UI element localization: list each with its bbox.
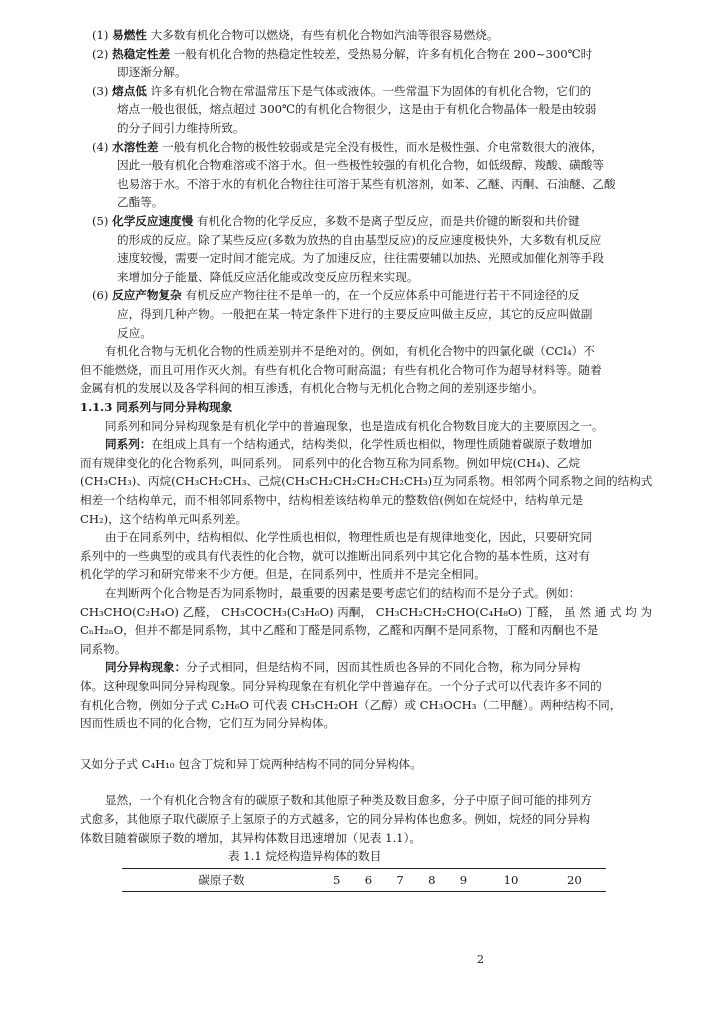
text-span: 因而性质也不同的化合物，它们互为同分异构体。 [80,716,336,731]
text-span: 的形成的反应。除了某些反应(多数为放热的自由基型反应)的反应速度极快外，大多数有机反应 [117,232,602,247]
term-label: 1.1.3 同系列与同分异构现象 [80,400,233,414]
text-span: (5) [92,214,113,228]
text-span: 分子式相同，但是结构不同，因而其性质也各异的不同化合物，称为同分异构 [186,660,581,675]
text-span: (4) [92,139,113,154]
paragraph-line [80,829,724,847]
text-span: 但不能燃烧，而且可用作灭火剂。有些有机化合物可耐高温；有些有机化合物可作为超导材料等。随着 [80,362,602,377]
text-span: 应，得到几种产物。一般把在某一特定条件下进行的主要反应叫做主反应，其它的反应叫做副 [117,307,593,321]
text-span: 乙酯等。 [117,195,164,210]
paragraph-line [105,584,724,602]
text-span: (2) [92,46,113,61]
paragraph-line [105,791,724,809]
table-cell: 9 [448,868,480,891]
list-item [92,286,724,304]
paragraph-line [80,755,724,773]
term-label: 熔点低 [112,83,147,98]
list-item-continuation [117,324,724,342]
paragraph-line [80,472,724,490]
list-item-continuation [117,156,724,174]
list-item [92,138,724,156]
text-span: CH₃CHO(C₂H₄O) 乙醛， CH₃COCH₃(C₃H₆O) 丙酮， CH₃CH₂CH₂CHO(C₄H₈O) 丁醛， 虽 然 通 式 均 为 [80,604,653,619]
text-span: (6) [92,288,113,303]
text-span: 有机化合物与无机化合物的性质差别并不是绝对的。例如，有机化合物中的四氯化碳（CCl₄）不 [105,344,595,359]
list-item-continuation [117,63,724,81]
text-span: 速度较慢，需要一定时间才能完成。为了加速反应，往往需要辅以加热、光照或加催化剂等手段 [117,251,604,266]
paragraph-line [105,658,724,676]
isomer-count-table [122,868,606,892]
paragraph-line [80,621,724,639]
list-item-continuation [117,231,724,249]
paragraph-line [105,528,724,546]
text-span: 许多有机化合物在常温常压下是气体或液体。一些常温下为固体的有机化合物，它们的 [146,83,592,98]
text-span: 机化学的学习和研究带来不少方便。但是，在同系列中，性质并不是完全相同。 [80,567,486,582]
text-span: 有机反应产物往往不是单一的，在一个反应体系中可能进行若干不同途径的反 [181,288,580,303]
paragraph-line [80,810,724,828]
table-cell: 6 [353,868,385,891]
text-span: 表 1.1 烷烃构造异构体的数目 [228,849,382,864]
table-cell: 10 [479,868,542,891]
paragraph-line [80,603,724,621]
term-label: 易燃性 [112,28,147,42]
list-item-continuation [117,100,724,118]
list-item-continuation [117,175,724,193]
text-span: 又如分子式 C₄H₁₀ 包含丁烷和异丁烷两种结构不同的同分异构体。 [80,756,422,771]
paragraph-line [80,640,724,658]
table-cell: 8 [416,868,448,891]
list-item-continuation [117,249,724,267]
text-span: 式愈多，其他原子取代碳原子上氢原子的方式越多，它的同分异构体也愈多。例如，烷烃的同分异构 [80,812,591,826]
paragraph-line [105,417,724,435]
text-span: 熔点一般也很低，熔点超过 300℃的有机化合物很少，这是由于有机化合物晶体一般是由较弱 [117,102,597,117]
text-span: 反应。 [117,325,152,340]
paragraph-line [80,696,724,714]
text-span: 在组成上具有一个结构通式，结构类似，化学性质也相似，物理性质随着碳原子数增加 [151,437,592,452]
text-span: 来增加分子能量、降低反应活化能或改变反应历程来实现。 [117,269,419,284]
page-number: 2 [477,953,484,966]
text-span: CₙH₂ₙO，但并不都是同系物，其中乙醛和丁醛是同系物，乙醛和丙酮不是同系物，丁醛和丙酮也不是 [80,623,599,638]
text-span: 在判断两个化合物是否为同系物时，最重要的因素是要考虑它们的结构而不是分子式。例如： [105,586,581,600]
paragraph-line [80,510,724,528]
term-label: 同系列： [105,437,152,452]
text-span: 显然，一个有机化合物含有的碳原子数和其他原子种类及数目愈多，分子中原子间可能的排列方 [105,793,592,808]
text-span: 相差一个结构单元，而不相邻同系物中，结构相差该结构单元的整数倍(例如在烷烃中，结构单元是 [80,493,584,507]
paragraph-line [80,454,724,472]
text-span: 金属有机的发展以及各学科间的相互渗透，有机化合物与无机化合物之间的差别逐步缩小。 [80,381,544,396]
paragraph-line [80,361,724,379]
text-span: 有机化合物的化学反应，多数不是离子型反应，而是共价键的断裂和共价键 [193,214,580,228]
table-cell: 20 [543,868,606,891]
table-cell: 7 [384,868,416,891]
text-span: 由于在同系列中，结构相似、化学性质也相似，物理性质也是有规律地变化，因此，只要研究同 [105,530,592,545]
text-span: 体。这种现象叫同分异构现象。同分异构现象在有机化学中普遍存在。一个分子式可以代表许多不同的 [80,679,602,693]
list-item [92,212,724,230]
paragraph-line [105,435,724,453]
list-item-continuation [117,305,724,323]
paragraph-line [80,547,724,565]
list-item-continuation [117,268,724,286]
list-item [92,26,724,44]
text-span: 的分子间引力维持所致。 [117,121,245,135]
paragraph-line [80,565,724,583]
term-label: 水溶性差 [112,139,159,154]
text-span: 一般有机化合物的极性较弱或是完全没有极性，而水是极性强、介电常数很大的液体， [158,139,603,154]
text-span: (3) [92,83,113,98]
text-span: (1) [92,28,113,42]
term-label: 热稳定性差 [112,46,171,61]
text-span: 大多数有机化合物可以燃烧，有些有机化合物如汽油等很容易燃烧。 [146,28,499,42]
paragraph-line [80,677,724,695]
table-caption [228,847,724,865]
term-label: 化学反应速度慢 [112,214,194,228]
text-span: 即逐渐分解。 [117,65,187,80]
text-span: 也易溶于水。不溶于水的有机化合物往往可溶于某些有机溶剂，如苯、乙醚、丙酮、石油醚、乙酸 [117,176,616,191]
term-label: 同分异构现象： [105,660,187,675]
text-span: 一般有机化合物的热稳定性较差，受热易分解，许多有机化合物在 200~300℃时 [170,46,593,61]
text-span: 因此一般有机化合物难溶或不溶于水。但一些极性较强的有机化合物，如低级醇、羧酸、磺酸等 [117,158,604,173]
paragraph-line [105,342,724,360]
section-heading [80,398,724,416]
table-row [122,868,606,891]
term-label: 反应产物复杂 [112,288,182,303]
paragraph-line [80,491,724,509]
table-cell: 5 [321,868,353,891]
list-item [92,82,724,100]
text-span: 而有规律变化的化合物系列，叫同系列。 同系列中的化合物互称为同系物。例如甲烷(CH₄)、乙烷 [80,455,581,470]
text-span: 系列中的一些典型的或具有代表性的化合物，就可以推断出同系列中其它化合物的基本性质，这对有 [80,548,591,563]
table-cell: 碳原子数 [122,868,321,891]
text-span: CH₂)，这个结构单元叫系列差。 [80,511,248,526]
text-span: (CH₃CH₃)、丙烷(CH₃CH₂CH₃、己烷(CH₃CH₂CH₂CH₂CH₂CH₃)互为同系物。相邻两个同系物之间的结构式 [80,474,653,489]
text-span: 同系列和同分异构现象是有机化学中的普遍现象，也是造成有机化合物数目庞大的主要原因之一。 [105,418,604,433]
text-span: 同系物。 [80,641,127,656]
text-span: 有机化合物，例如分子式 C₂H₆O 可代表 CH₃CH₂OH（乙醇）或 CH₃OCH₃（二甲醚）。两种结构不同， [80,697,622,712]
paragraph-line [80,379,724,397]
list-item-continuation [117,193,724,211]
list-item-continuation [117,119,724,137]
list-item [92,45,724,63]
text-span: 体数目随着碳原子数的增加，其异构体数目迅速增加（见表 1.1）。 [80,830,421,845]
paragraph-line [80,714,724,732]
